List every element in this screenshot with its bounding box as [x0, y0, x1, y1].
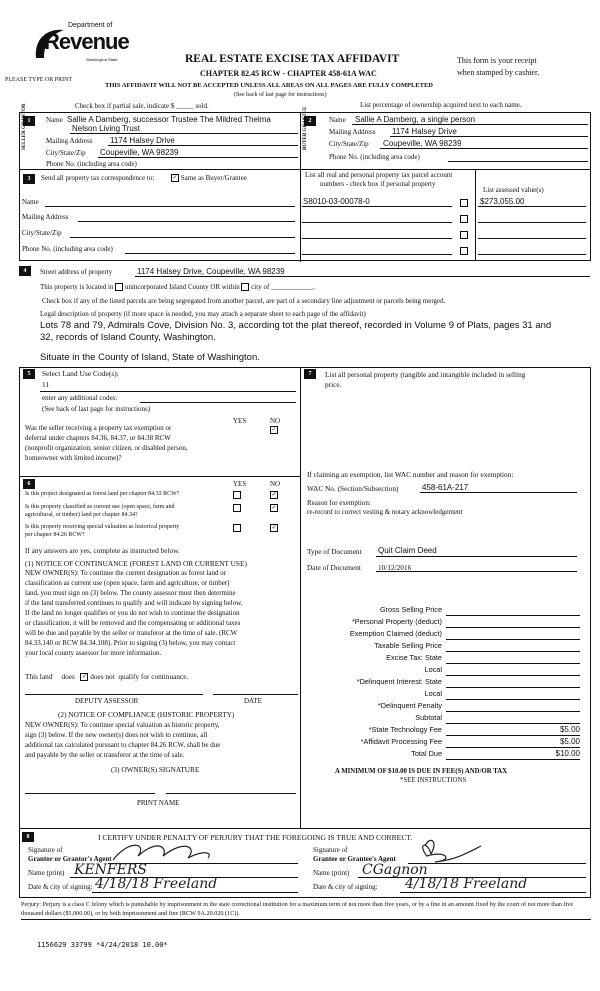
- label: City/State/Zip: [22, 229, 62, 237]
- deputy-assessor-label: DEPUTY ASSESSOR: [75, 697, 139, 705]
- label: Name: [22, 198, 39, 206]
- personal-property-label: price.: [325, 380, 342, 389]
- grantor-name: Sallie A Damberg, successor Trustee The Mildred Thelma: [67, 115, 271, 124]
- label: Name: [46, 116, 63, 124]
- label: Date & city of signing:: [28, 883, 93, 891]
- label: City/State/Zip: [329, 140, 369, 148]
- question: per chapter 84.26 RCW?: [25, 532, 85, 538]
- fee-row: [320, 628, 580, 640]
- label: Send all property tax correspondence to:: [41, 174, 155, 182]
- fee-label: Total Due: [411, 749, 442, 758]
- label: Signature of: [313, 846, 348, 854]
- no-header: NO: [270, 480, 281, 488]
- buyer-grantee-label: BUYER GRANTEE: [303, 106, 308, 150]
- land-use-code: 11: [42, 380, 50, 389]
- fee-row: [320, 676, 580, 688]
- label: Reason for exemption:: [307, 499, 371, 507]
- fee-row: [320, 640, 580, 652]
- label: Phone No. (including area code): [46, 160, 137, 168]
- fee-label: *Delinquent Interest: State: [356, 677, 442, 686]
- fee-value: $10.00: [555, 749, 580, 758]
- fee-label: Taxable Selling Price: [374, 641, 442, 650]
- location-line: This property is located in unincorporated Island County OR within city of ____________.: [40, 283, 315, 291]
- receipt-note: when stamped by cashier.: [457, 68, 540, 77]
- forest-yes-checkbox[interactable]: [233, 491, 241, 499]
- label: Same as Buyer/Grantee: [180, 174, 247, 182]
- city-checkbox[interactable]: [241, 283, 249, 291]
- personal-property-checkbox[interactable]: [460, 247, 468, 255]
- checkbox-checked-icon: ✓: [172, 175, 178, 182]
- grantee-city: Coupeville, WA 98239: [383, 139, 462, 148]
- label: Name: [329, 116, 346, 124]
- personal-property-checkbox[interactable]: [460, 215, 468, 223]
- label: Mailing Address: [46, 137, 93, 145]
- dor-logo: Department of Revenue Washington State: [28, 20, 123, 70]
- parcel-number: S8010-03-00078-0: [303, 197, 370, 206]
- fee-label: Gross Selling Price: [379, 605, 442, 614]
- see-instructions-note: *SEE INSTRUCTIONS: [400, 777, 467, 784]
- historic-no-checkbox[interactable]: ✓: [271, 525, 277, 532]
- fee-label: Subtotal: [415, 713, 442, 722]
- cashier-stamp: 1156629 33799 *4/24/2018 10.00*: [37, 941, 168, 949]
- grantor-city: Coupeville, WA 98239: [100, 148, 179, 157]
- partial-sale-note: Check box if partial sale, indicate $ _____ sold.: [75, 102, 209, 110]
- label: Name (print): [28, 869, 65, 877]
- section-number: 5: [23, 369, 35, 379]
- fee-row: [320, 736, 580, 748]
- fee-value: $5.00: [559, 725, 580, 734]
- label: Phone No. (including area code): [22, 245, 113, 253]
- exemption-no-checkbox[interactable]: ✓: [271, 427, 277, 434]
- does-not-checkbox[interactable]: ✓: [81, 674, 87, 681]
- fee-label: Local: [424, 689, 442, 698]
- historic-yes-checkbox[interactable]: [233, 524, 241, 532]
- fee-row: [320, 604, 580, 616]
- label: Mailing Address: [329, 128, 376, 136]
- section-number: 2: [304, 116, 316, 126]
- print-name-label: PRINT NAME: [137, 799, 180, 807]
- minimum-due-note: A MINIMUM OF $10.00 IS DUE IN FEE(S) AND/OR TAX: [335, 768, 508, 775]
- personal-property-label: List all personal property (tangible and intangible included in selling: [325, 370, 526, 379]
- label: Mailing Address: [22, 213, 69, 221]
- see-back-note: (See back of last page for instructions): [234, 92, 327, 98]
- grantor-date-city: 4/18/18 Freeland: [95, 876, 218, 892]
- no-header: NO: [270, 417, 281, 425]
- question: deferral under chapters 84.36, 84.37, or 84.38 RCW: [25, 434, 171, 442]
- instruction: If any answers are yes, complete as instructed below.: [25, 546, 180, 555]
- segregated-note: Check box if any of the listed parcels are being segregated from another parcel, are part of a secondary line adjustment or parcels being merged.: [42, 297, 446, 305]
- form-chapter: CHAPTER 82.45 RCW - CHAPTER 458-61A WAC: [200, 69, 377, 78]
- exemption-intro: If claiming an exemption, list WAC number and reason for exemption:: [307, 470, 514, 479]
- fee-table: [320, 604, 580, 760]
- fee-label: *Personal Property (deduct): [351, 617, 442, 626]
- fee-row: [320, 724, 580, 736]
- assessed-header: List assessed value(s): [483, 186, 544, 194]
- label: WAC No. (Section/Subsection): [307, 484, 399, 493]
- fee-label: Exemption Claimed (deduct): [349, 629, 442, 638]
- fee-label: Local: [424, 665, 442, 674]
- fee-row: [320, 748, 580, 760]
- question: Is this property classified as current use (open space, farm and: [25, 504, 175, 510]
- warning: THIS AFFIDAVIT WILL NOT BE ACCEPTED UNLESS ALL AREAS ON ALL PAGES ARE FULLY COMPLETED: [105, 82, 433, 89]
- exemption-reason: re-record to correct vesting & notary acknowledgement: [307, 508, 463, 516]
- section-number: 3: [23, 174, 35, 184]
- yes-header: YES: [233, 480, 247, 488]
- label: Grantee or Grantee's Agent: [313, 855, 396, 863]
- label: City/State/Zip: [46, 149, 86, 157]
- personal-property-checkbox[interactable]: [460, 231, 468, 239]
- percentage-note: List percentage of ownership acquired next to each name.: [360, 101, 522, 109]
- forest-no-checkbox[interactable]: ✓: [271, 492, 277, 499]
- parcel-header: numbers - check box if personal property: [320, 180, 436, 188]
- fee-label: *Affidavit Processing Fee: [360, 737, 442, 746]
- notice-continuance-body: NEW OWNER(S): To continue the current designation as forest land or classification as current use (open space, farm and agriculture, or timber) land, you must sign on (3) below. The county assessor must then determine if the land transferred continues to qualify and will indicate by signing below. If the land no longer qualifies or you do not wish to continue the designation or classification, it will be removed and the compensating or additional taxes will be due and payable by the seller or transferor at the time of sale. (RCW 84.33.140 or RCW 84.34.108). Prior to signing (3) below, you may contact your local county assessor for more information.: [25, 569, 243, 657]
- question: homeowner with limited income)?: [25, 454, 122, 462]
- label: Signature of: [28, 846, 63, 854]
- certify-statement: I CERTIFY UNDER PENALTY OF PERJURY THAT THE FOREGOING IS TRUE AND CORRECT.: [98, 833, 413, 842]
- label: Date & city of signing:: [313, 883, 378, 891]
- fee-value: $5.00: [559, 737, 580, 746]
- fee-row: [320, 688, 580, 700]
- personal-property-checkbox[interactable]: [460, 199, 468, 207]
- question: (nonprofit organization, senior citizen, or disabled person,: [25, 444, 188, 452]
- section-number: 8: [22, 832, 34, 842]
- document-date: 10/12/2016: [378, 563, 412, 572]
- grantee-printed-name: CGagnon: [362, 862, 428, 878]
- label: Phone No. (including area code): [329, 153, 420, 161]
- grantee-address: 1174 Halsey Drive: [392, 127, 457, 136]
- owner-signature-label: (3) OWNER(S) SIGNATURE: [111, 765, 200, 774]
- type-or-print: PLEASE TYPE OR PRINT: [5, 77, 73, 83]
- perjury-notice: Perjury: Perjury is a class C felony which is punishable by imprisonment in the state correctional institution for a maximum term of not more than five years, or by a fine in an amount fixed by the court of not more than five thousand dollars ($5,000.00), or by both imprisonment and fine (RCW 9A.20.020 (1C)).: [21, 900, 591, 920]
- question: Is this property receiving special valuation as historical property: [25, 524, 180, 530]
- grantee-date-city: 4/18/18 Freeland: [405, 876, 528, 892]
- notice-compliance-body: NEW OWNER(S): To continue special valuation as historic property, sign (3) below. If the new owner(s) does not wish to continue, all additional tax calculated pursuant to chapter 84.26 RCW, shall be due and payable by the seller or transferor at the time of sale.: [25, 721, 221, 759]
- parcel-header: List all real and personal property tax parcel account: [305, 171, 453, 179]
- wac-number: 458-61A-217: [422, 483, 469, 492]
- fee-row: [320, 700, 580, 712]
- legal-description: Lots 78 and 79, Admirals Cove, Division No. 3, according tot the plat thereof, recorded in Volume 9 of Plats, pages 31 and: [40, 320, 552, 331]
- situate-line: Situate in the County of Island, State of Washington.: [40, 352, 260, 363]
- seller-grantor-label: SELLER GRANTOR: [22, 103, 27, 150]
- current-use-no-checkbox[interactable]: ✓: [271, 505, 277, 512]
- question: agricultural, or timber) land per chapter 84.34?: [25, 512, 138, 518]
- section-number: 7: [304, 369, 316, 379]
- label: Name (print): [313, 869, 350, 877]
- notice-compliance-title: (2) NOTICE OF COMPLIANCE (HISTORIC PROPERTY): [58, 710, 235, 719]
- property-street-address: 1174 Halsey Drive, Coupeville, WA 98239: [137, 267, 285, 276]
- notice-continuance-title: (1) NOTICE OF CONTINUANCE (FOREST LAND OR CURRENT USE): [25, 559, 247, 568]
- question: Is this project designated as forest land per chapter 84.33 RCW?: [25, 491, 180, 497]
- receipt-note: This form is your receipt: [457, 56, 537, 65]
- grantee-name: Sallie A Damberg, a single person: [355, 115, 476, 124]
- form-title: REAL ESTATE EXCISE TAX AFFIDAVIT: [185, 53, 400, 65]
- continuance-line: This land does ✓ does not qualify for continuance.: [25, 672, 189, 681]
- label: enter any additional codes:: [42, 394, 118, 402]
- section-number: 1: [23, 116, 35, 126]
- unincorporated-checkbox[interactable]: [115, 283, 123, 291]
- label: Type of Document: [307, 547, 362, 556]
- question: Was the seller receiving a property tax exemption or: [25, 424, 172, 432]
- grantor-printed-name: KENFERS: [74, 862, 147, 878]
- label: (See back of last page for instructions): [42, 405, 151, 413]
- document-type: Quit Claim Deed: [378, 546, 437, 555]
- label: Select Land Use Code(s):: [42, 369, 119, 378]
- assessed-value: $273,055.00: [480, 197, 525, 206]
- current-use-yes-checkbox[interactable]: [233, 504, 241, 512]
- grantor-address: 1174 Halsey Drive: [110, 136, 175, 145]
- yes-header: YES: [233, 417, 247, 425]
- label: Street address of property: [40, 268, 113, 276]
- section-number: 4: [19, 266, 31, 276]
- grantor-name-cont: Nelson Living Trust: [72, 124, 141, 133]
- legal-description-label: Legal description of property (if more space is needed, you may attach a separate sheet to each page of the affidavit): [40, 310, 366, 318]
- fee-label: Excise Tax: State: [386, 653, 442, 662]
- fee-row: [320, 712, 580, 724]
- fee-row: [320, 616, 580, 628]
- date-label: DATE: [244, 697, 262, 705]
- legal-description-cont: 32, records of Island County, Washington.: [40, 332, 216, 343]
- fee-row: [320, 652, 580, 664]
- label: Date of Document: [307, 563, 361, 572]
- label: Grantor or Grantor's Agent: [28, 855, 112, 863]
- fee-label: *State Technology Fee: [368, 725, 442, 734]
- section-number: 6: [23, 479, 35, 489]
- fee-row: [320, 664, 580, 676]
- same-as-buyer-checkbox[interactable]: [171, 174, 247, 182]
- fee-label: *Delinquent Penalty: [377, 701, 442, 710]
